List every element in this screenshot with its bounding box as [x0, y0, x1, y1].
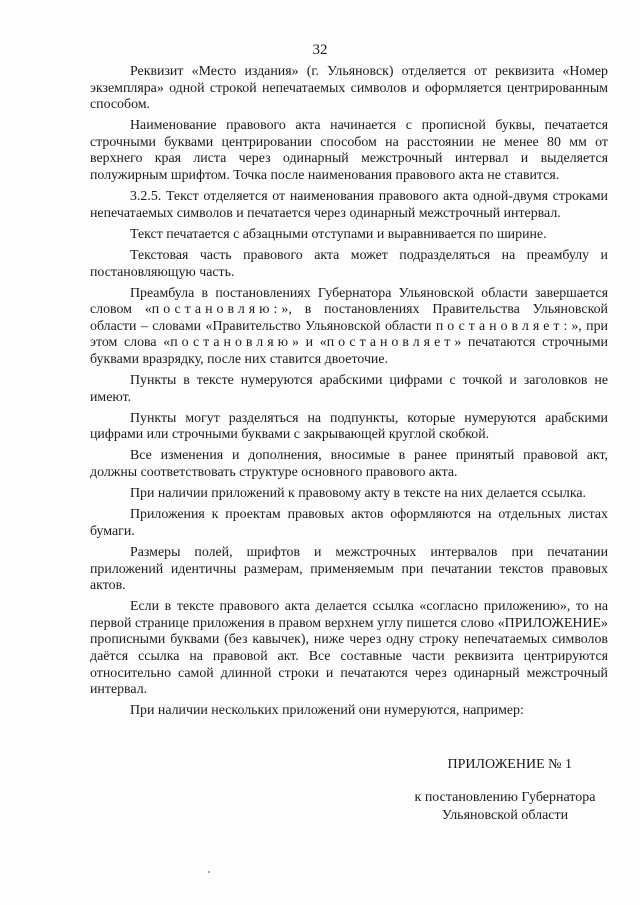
- document-body: [90, 64, 608, 724]
- paragraph-numbering: Пункты в тексте нумеруются арабскими цифрами с точкой и заголовков не имеют.: [90, 373, 608, 405]
- paragraph-appendix-sizes: Размеры полей, шрифтов и межстрочных интервалов при печатании приложений идентичны размерам, применяемым при печатании текстов правовых актов.: [90, 544, 608, 594]
- paragraph-appendix-reference: При наличии приложений к правовому акту в тексте на них делается ссылка.: [130, 486, 586, 502]
- preamble-text-5: » печатаются строчными буквами вразрядку, после них ставится двоеточие.: [90, 335, 608, 367]
- paragraph-preamble: [90, 286, 608, 369]
- spaced-word-postanovlyaet: постановляет:: [435, 318, 572, 334]
- paragraph-3-2-5: 3.2.5. Текст отделяется от наименования правового акта одной-двумя строками непечатаемых символов и печатается через одинарный межстрочный интервал.: [90, 189, 608, 221]
- paragraph-amendments: Все изменения и дополнения, вносимые в ранее принятый правовой акт, должны соответствовать структуре основного правового акта.: [90, 448, 608, 481]
- spaced-word-postanovlyaet-2: постановляет: [326, 335, 455, 351]
- spaced-word-postanovlyayu: постановляю:: [151, 302, 282, 318]
- paragraph-place-of-publication: Реквизит «Место издания» (г. Ульяновск) отделяется от реквизита «Номер экземпляра» одной строкой непечатаемых символов и оформляется центрированным способом.: [90, 64, 608, 113]
- preamble-text-1: Преамбула в постановлениях Губернатора Ульяновской области завершается словом «: [90, 285, 608, 318]
- paragraph-act-title: Наименование правового акта начинается с прописной буквы, печатается строчными буквами центрировании способом на расстоянии не менее 80 мм от верхнего края листа через одинарный межстрочный интервал и выделяется полужирным шрифтом. Точка после наименования правового акта не ставится.: [90, 118, 608, 184]
- preamble-text-4: » и «: [291, 335, 327, 351]
- page-number: 32: [312, 42, 328, 58]
- appendix-reference: [405, 789, 605, 824]
- scan-speck: [208, 871, 210, 873]
- spaced-word-postanovlyayu-2: постановляю: [170, 335, 292, 351]
- paragraph-appendix-numbering: При наличии нескольких приложений они нумеруются, например:: [130, 703, 524, 719]
- paragraph-text-parts: Текстовая часть правового акта может подразделяться на преамбулу и постановляющую часть.: [90, 247, 608, 280]
- paragraph-appendix-format: Если в тексте правового акта делается ссылка «согласно приложению», то на первой странице приложения в правом верхнем углу пишется слово «ПРИЛОЖЕНИЕ» прописными буквами (без кавычек), ниже через одну строку непечатаемых символов даётся ссылка на правовой акт. Все составные части реквизита центрируются относительно самой длинной строки и печатаются через одинарный межстрочный интервал.: [90, 599, 608, 698]
- appendix-reference-line-2: Ульяновской области: [441, 807, 569, 823]
- appendix-title: ПРИЛОЖЕНИЕ № 1: [447, 757, 572, 772]
- appendix-reference-line-1: к постановлению Губернатора: [414, 790, 596, 805]
- paragraph-indents: Текст печатается с абзацными отступами и выравнивается по ширине.: [130, 226, 547, 242]
- paragraph-appendix-sheets: Приложения к проектам правовых актов оформляются на отдельных листах бумаги.: [90, 507, 608, 539]
- preamble-text-3: », при этом слова «: [90, 318, 608, 351]
- paragraph-subpoints: Пункты могут разделяться на подпункты, которые нумеруются арабскими цифрами или строчными буквами с закрывающей круглой скобкой.: [90, 410, 608, 443]
- preamble-text-2: », в постановлениях Правительства Ульяновской области – словами «Правительство Ульяновской области: [90, 302, 608, 334]
